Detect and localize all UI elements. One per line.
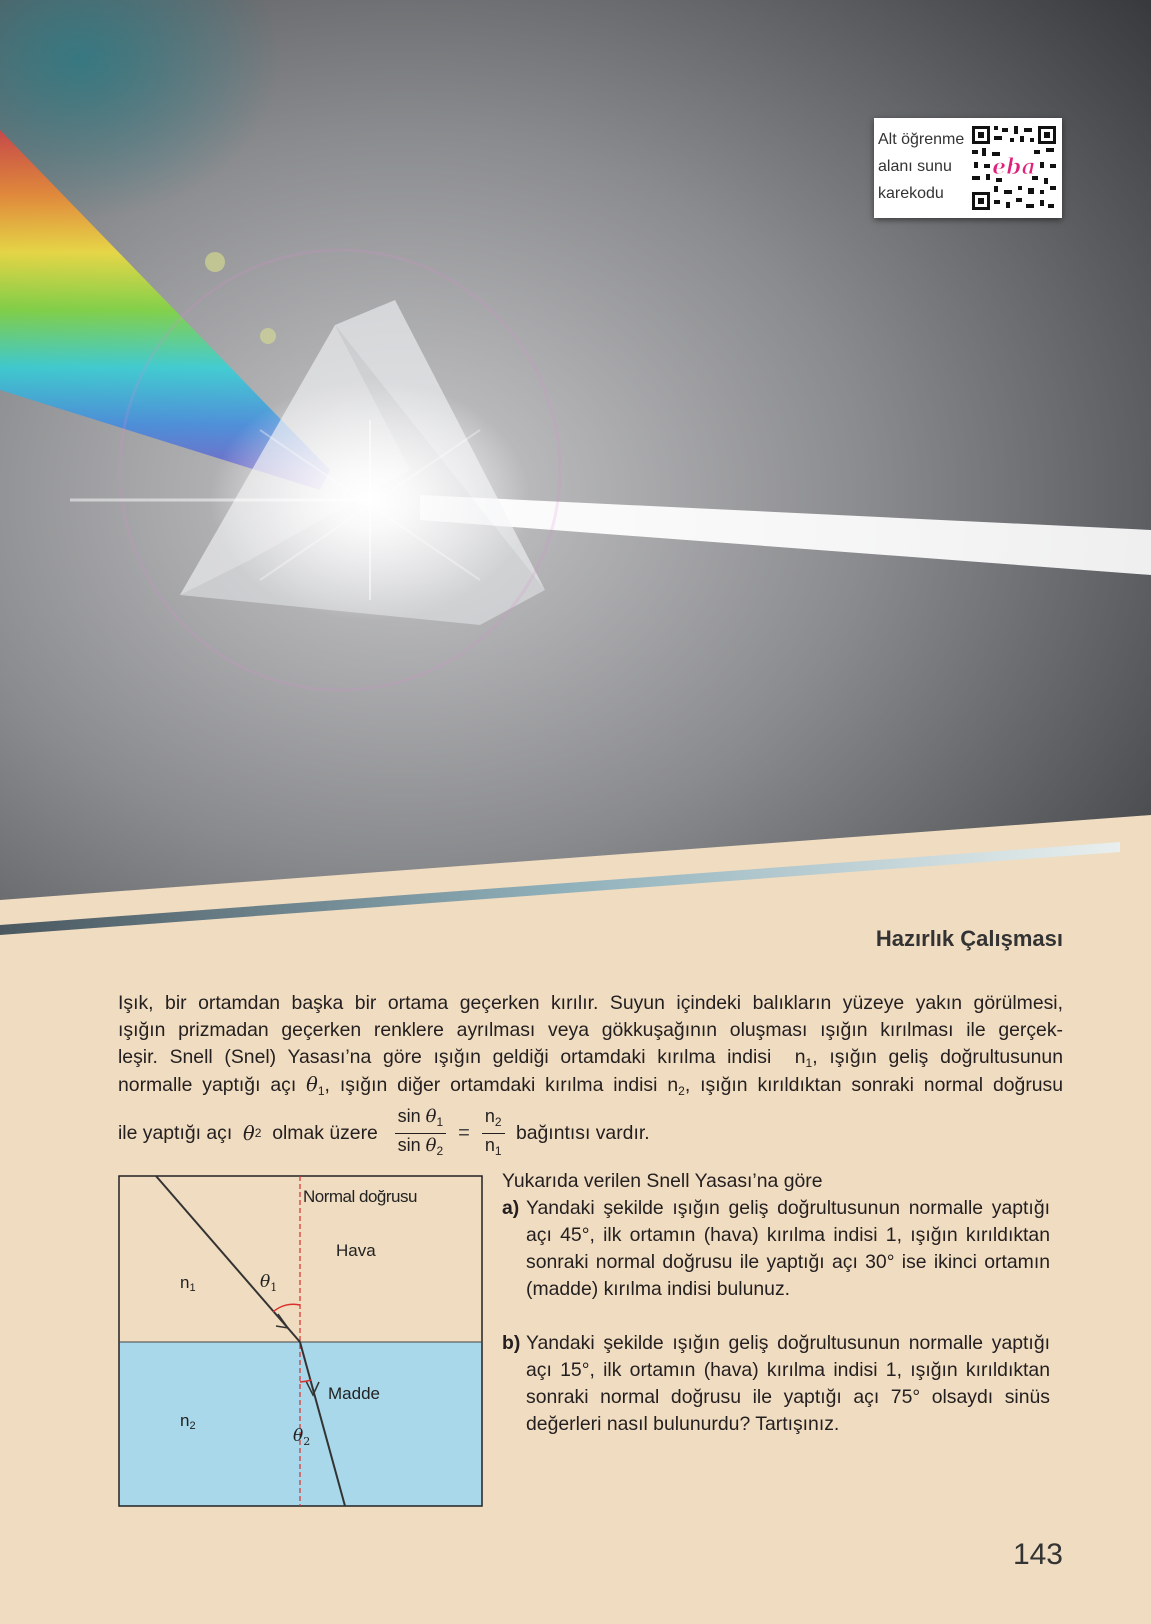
question-text: Yandaki şekilde ışığın geliş doğrultusunun normalle yaptığı açı 45°, ilk ortamın (hava) kırılma indisi 1, ışığın kırıldıktan sonraki normal doğrusu ile yaptığı açı 30° ise ikinci ortamın (madde) kırılma indisi bulunuz.	[526, 1197, 1050, 1300]
subscript: 2	[254, 1126, 262, 1140]
question-b	[502, 1330, 1050, 1438]
qr-caption-line: Alt öğrenme	[878, 131, 965, 148]
paragraph-text: normalle yaptığı açı	[118, 1074, 297, 1096]
theta1-label: $\theta_1$	[260, 1272, 278, 1294]
qr-code-card[interactable]	[874, 118, 1062, 218]
paragraph-line	[118, 1071, 1063, 1098]
paragraph-text: ışığın diğer ortamdaki kırılma indisi	[339, 1074, 658, 1096]
fraction-numerator	[395, 1105, 447, 1134]
symbol-n: n	[484, 1105, 495, 1126]
qr-code-icon[interactable]	[970, 124, 1058, 212]
paragraph-line: ışığın prizmadan geçerken renklere ayrılması veya gökkuşağının oluşması ışığın kırılması ile gerçek-	[118, 1019, 1063, 1041]
snell-formula-line	[118, 1105, 650, 1158]
theta2-label: $\theta_2$	[293, 1426, 311, 1448]
symbol-n: n	[794, 1046, 806, 1068]
qr-caption	[878, 126, 964, 207]
fraction-denominator	[395, 1134, 447, 1162]
paragraph-text: ile yaptığı açı	[118, 1121, 233, 1144]
comma: ,	[324, 1074, 330, 1096]
comma: ,	[684, 1074, 691, 1096]
equals-sign: =	[458, 1121, 470, 1144]
paragraph-text: bağıntısı vardır.	[515, 1121, 650, 1144]
questions-intro: Yukarıda verilen Snell Yasası’na göre	[502, 1170, 823, 1192]
symbol-theta: θ	[306, 1073, 318, 1096]
index-ratio-fraction	[482, 1105, 505, 1162]
n1-label: n1	[180, 1273, 196, 1294]
symbol-theta: θ	[425, 1105, 437, 1127]
air-label: Hava	[336, 1241, 376, 1260]
subscript: 2	[678, 1084, 685, 1098]
paragraph-line	[118, 1044, 1063, 1071]
symbol-theta: θ	[243, 1121, 255, 1145]
page-number: 143	[1012, 1538, 1063, 1571]
symbol-n: n	[484, 1134, 495, 1155]
subscript: 1	[317, 1084, 325, 1098]
intro-paragraph	[118, 990, 1063, 1098]
paragraph-text: olmak üzere	[272, 1121, 378, 1144]
question-text: Yandaki şekilde ışığın geliş doğrultusunun normalle yaptığı açı 15°, ilk ortamın (hava) kırılma indisi 1, ışığın kırıldıktan sonraki normal doğrusu ile yaptığı açı 75° olsaydı sinüs değerleri nasıl bulunurdu? Tartışınız.	[526, 1332, 1050, 1435]
questions-block	[502, 1168, 1050, 1438]
question-label: b)	[502, 1332, 521, 1354]
matter-label: Madde	[328, 1384, 380, 1403]
refraction-diagram	[118, 1175, 483, 1507]
qr-caption-line: alanı sunu	[878, 158, 952, 175]
subscript: 2	[494, 1114, 502, 1129]
sin-ratio-fraction	[395, 1105, 447, 1162]
subscript: 1	[805, 1056, 813, 1070]
symbol-n: n	[667, 1074, 679, 1096]
paragraph-text: ışığın kırıldıktan sonraki normal doğrusu	[700, 1074, 1064, 1096]
sin-label: sin	[397, 1105, 421, 1126]
normal-label: Normal doğrusu	[303, 1187, 417, 1206]
paragraph-line: Işık, bir ortamdan başka bir ortama geçerken kırılır. Suyun içindeki balıkların yüzeye yakın görülmesi,	[118, 992, 1063, 1014]
fraction-numerator	[482, 1105, 505, 1134]
symbol-theta: θ	[425, 1134, 437, 1156]
question-label: a)	[502, 1197, 520, 1219]
sin-label: sin	[397, 1134, 421, 1155]
comma: ,	[812, 1046, 818, 1068]
subscript: 1	[436, 1114, 444, 1129]
n2-label: n2	[180, 1411, 196, 1432]
subscript: 2	[436, 1143, 444, 1158]
paragraph-text: leşir. Snell (Snel) Yasası’na göre ışığın geldiği ortamdaki kırılma indisi	[118, 1046, 772, 1068]
fraction-denominator	[482, 1134, 505, 1162]
subscript: 1	[494, 1143, 502, 1158]
question-a	[502, 1195, 1050, 1303]
section-title: Hazırlık Çalışması	[875, 926, 1063, 951]
eba-logo: eba	[992, 154, 1036, 180]
paragraph-text: ışığın geliş doğrultusunun	[829, 1046, 1063, 1068]
qr-caption-line: karekodu	[878, 185, 944, 202]
